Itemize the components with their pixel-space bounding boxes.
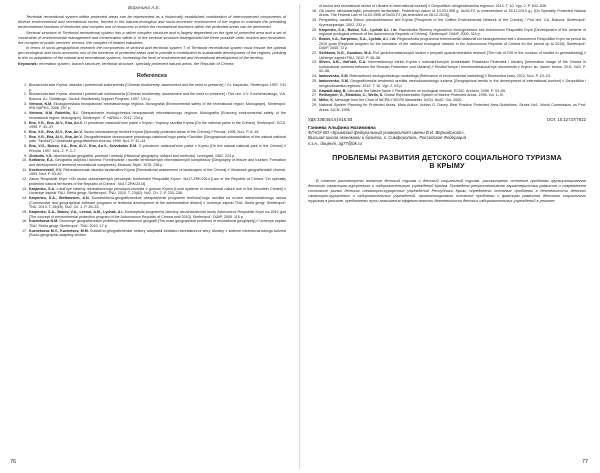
reference-item: [308, 51, 586, 60]
abstract-paragraph-3: In terms of socio-geographical research the components of sectoral and territorial system T of Territorial recreational system must ensure the optimal geo-ecological and socio-economic mix of the functions of protected areas and to provide a contribution to sustainable development of the regions, pointing to the co-adaptation of the natural and recreational systems, increasing the level of environmental and recreational development of the territory.: [18, 45, 286, 61]
keywords-label: Keywords:: [18, 61, 38, 67]
reference-text: [29, 196, 286, 210]
reference-author: Zhekulin, V.S.: [29, 153, 53, 158]
reference-text: [29, 111, 286, 120]
reference-text: [29, 177, 286, 186]
reference-number: 8.: [23, 144, 27, 149]
reference-text: [29, 168, 286, 177]
reference-author: Miller, K.: [319, 98, 334, 103]
reference-item: [18, 135, 286, 144]
right-page: [300, 0, 600, 473]
reference-text: [29, 92, 286, 101]
reference-body: Konstruktivno-geograficheskoe obespechenie programm territorial'nogo razvitiia na urovne administrativnogo raiona (Constructive and geographical software programs of territorial development at the administrative district) // Uchenye zapiski TNU: Seriia geogr. Simferopol': TNU, 2013. T. 26(65). No2. Ch. 2. P. 26–33.: [29, 196, 286, 210]
reference-body: Informatsionnyi intrich Kryma v sotsiokul'turnykh kontekstakh Rossiiskoi Federatsii i Ukrainy [Information image of the Crimea in sociocultural contexts between the Russian Federation and Ukraine] // Etnokul'turnye i mezhkonfessional'nye otnosheniia v Krymu: sb. nauch. trudov. 2011. No3. P. 52–56.: [319, 60, 586, 74]
reference-item: [18, 83, 286, 92]
abstract-ru: В статье рассмотрены понятие детский туризм и детский социальный туризм, рассмотрены основные проблемы функционирования детского санаторно-курортного и оздоровительного учреждений Крыма. Приведена ретроспективная характеристика развития и современное состояние рынка детских санаторно-курортных учреждений Республики Крым, определены основные проблемы в деятельности детских санаторно-курортных и оздоровительных учреждений, проанализированы основные проблемы и факторы развития детского социального туризма в регионе, предложены пути повышения эффективности деятельности детских оздоровительных учреждений в регионе.: [308, 177, 586, 203]
reference-author: Kawalik-abiy, B.: [319, 88, 347, 93]
reference-body: Ob osobo okhraniaemykh prirodnykh territoriiakh. Federal'nyi zakon ot 14.03.1995 g. No33-FZ (s izmeneniiami ot 28.12.2013 g.) [On Specially Protected Natural Areas. The Federal Law of 14.03.1995 of No33-FZ (as amended on 28.12.2013)].: [319, 8, 586, 18]
reference-body: Lokal'nye sistemy rekreatsionnogo prirodopol'zovaniia v gornom Krymu [Local systems of recreational nature use in the Mountain Crimea] // Ucheniye zapiski TNU: Seriia geogr. Simferopol': TNU, 2010. T. 23(62). No2. Ch. 2. P. 233–238.: [29, 186, 286, 196]
reference-item: [18, 111, 286, 120]
reference-item: [18, 210, 286, 219]
reference-number: 21.: [311, 37, 317, 42]
reference-item: [18, 92, 286, 101]
reference-body: Sotsial'no-geograficheskie vektory adaptatsii turistsko-rekreatsionnoi sfery Ukrainy v sisteme mezhdunarodnogo turizma [Socio-geographic adapting vectors: [29, 228, 286, 238]
reference-item: [18, 229, 286, 238]
reference-item: [308, 9, 586, 18]
reference-item: [18, 177, 286, 186]
reference-list-right: [308, 9, 586, 112]
reference-number: 7.: [23, 134, 27, 139]
article-title: [308, 154, 586, 171]
reference-author: Kuznetsova N.M.: [29, 219, 59, 224]
reference-text: [319, 60, 586, 74]
reference-body: Bioraznoobrazie Kryma: otsenka I potrebnosti sokhraneniia [Crimean biodiversity: assessment and the need to preserve] / Yu. Karpenko. Simferopol: 1997. 131 p.: [29, 83, 286, 92]
reference-body: Razrabotka Skhemy regional'noi ekologicheskoi seti Avtonomnoi Respubliki Krym [Development of the scheme of regional ecological network of the Autonomous Republic of Crimea]. Simferopol': DIAIP, 2009. 324 p.: [319, 27, 586, 37]
reference-body: Zakon Respubliki Krym «Ob osobo okhraniaemykh prirodnykh territoriiakh Respubliki Krym». No17-ZRK/2014 [Law of the Republic of Crimea "On specially protected natural territories of the Republic of Crimea". No17-ZRK/2014].: [29, 177, 286, 186]
reference-text: [319, 9, 586, 18]
reference-text: [319, 103, 586, 112]
abstract-paragraph-2: Sectoral structure of Territorial recreational system has a rather complex structure and is largely dependent on the type of protected area and a set of constraints of environmental management and conservation within it. In the sectoral structure distinguished are three possible units: tourism and recreation, the complex of public services' sectors, the complex of related industries.: [18, 29, 286, 45]
reference-body: Ekologicheskaia bezopasnost' rekreatsionnogo regiona: Monografiia [Environmental safety of the recreational region: Monograph]. Simferopol: IRD NAPKS, 2006. 297 p.: [29, 101, 286, 111]
reference-item: [18, 219, 286, 228]
reference-item: [18, 196, 286, 210]
reference-item: [18, 144, 286, 153]
reference-number: 22.: [311, 50, 317, 55]
affiliation-line: ФГАОУ ВО «Крымский федеральный университет имени В.И. Вернадского»,: [308, 130, 465, 136]
reference-text: [29, 144, 286, 153]
reference-number: 29.: [311, 103, 317, 108]
reference-text: [29, 229, 286, 238]
running-head: Воронина А.Е.: [128, 6, 161, 11]
reference-number: 20.: [311, 27, 317, 32]
reference-text: [319, 37, 586, 51]
reference-body: Rol' geoinformatsionnykh sistem v prinyatii upravlencheskikh reshenii [The role of GIS in the conduct of studies in geomarketing] // Uchenye zapiski TNU. 2012. P. 48–56.: [319, 50, 586, 60]
reference-text: [319, 79, 586, 88]
reference-item: [308, 103, 586, 112]
reference-text: [29, 121, 286, 130]
reference-author: Bokov, V.A., Karpenko, S.A., Lychak, A.I. i dr.: [319, 37, 397, 42]
reference-text: [29, 187, 286, 196]
reference-item: [308, 60, 586, 74]
references-heading: References: [136, 73, 168, 80]
reference-body: Osnovnye geograficheskie problemy rekreatsionnoi geografii [The main geographical problems of recreational geography] // Uchenye zapiski TNU: Seriia geogr. Simferopol': TNU, 2010. 17 p.: [29, 219, 286, 228]
affiliation-line: к.э.н., доцент, ag77@bk.ru: [308, 140, 362, 146]
reference-body: Regional'naia programma formirovaniia natsional'noi ekologicheskoi seti v Avtonomnoi Respublike Krym na period do 2015 goda [Regional program for the formation of the national ecological network in the Autonomous Republic of Crimea for the period up to 2015]. Simferopol': DIAIP, 2005. 72 p.: [319, 37, 586, 51]
keywords-text: recreation system, branch structure, territorial structure, specially protected natural areas, the Republic of Crimea: [37, 61, 234, 67]
reference-item: [308, 79, 586, 88]
left-column: [18, 15, 286, 238]
doi: DOI: 10.12737/7922: [547, 117, 586, 123]
reference-body: Geograficheskoe obosnovanie prirodnogo natsional'nogo parka «Tavrida» [Geographical substantiation of the natural national park "Tavrida"] // Ukrainskii geograficheskii zhurnal. 1999. No1. P. 42–44.: [29, 134, 286, 144]
reference-body: Istoricheskaia geografiia: predmet i metody [Historical geography: subject and methods]. Leningrad, 1982. 224 p.: [52, 153, 236, 158]
reference-author: Korzhenevskii, V.V.: [29, 167, 63, 172]
reference-item: [18, 168, 286, 177]
reference-item: [308, 37, 586, 51]
keywords: [18, 62, 286, 67]
reference-author: Ena, V.G., Bokov, V.A., Ena, Al.V., Ena, An.V., Krivokulov E.M.: [29, 144, 138, 149]
reference-item: [18, 187, 286, 196]
reference-number: 10.: [21, 158, 27, 163]
reference-body: Rekreatsionnaia otsenka landshaftov Kryma [Recreational assessment of landscapes of the Crimea] // Ukrainskii geograficheskii zhurnal. 1993. No4. P. 53–57.: [29, 167, 286, 177]
article-title-line: ПРОБЛЕМЫ РАЗВИТИЯ ДЕТСКОГО СОЦИАЛЬНОГО ТУРИЗМА: [332, 152, 562, 162]
reference-text: [319, 18, 586, 27]
reference-text: [29, 135, 286, 144]
reference-item: [308, 18, 586, 27]
right-column: [308, 4, 586, 203]
reference-body: Geograficheskie tendentsii razvitiia mezhdunarodnogo turizma [Geographical trends in the development of international tourism] // Geopolitika i ekogeodinamika regionov. 2010. T. 10. Vyp. 2. 63 p.: [319, 79, 586, 88]
reference-number: 23.: [311, 60, 317, 65]
reference-number: 24.: [311, 74, 317, 79]
reference-number: 19.: [311, 18, 317, 23]
reference-number: 6.: [23, 130, 27, 135]
reference-body: O prirodnom natsional'nom parke v Krymu [On the natural national park in the Crimea] // Priroda. 1997. No1–2. P. 2–7.: [29, 144, 287, 153]
reference-author: Ena, V.G., Ena, Al.V., Ena, An.V.: [29, 134, 83, 139]
reference-number: 12.: [21, 177, 27, 182]
reference-body: Lithuania: the nature frame // Perspectives on ecological network. ECNC. Arnhem, 1996. P. 93–99.: [346, 88, 507, 93]
reference-number: 9.: [23, 153, 27, 158]
reference-number: 1.: [23, 83, 27, 88]
reference-item: [18, 121, 286, 130]
reference-text: [29, 158, 286, 167]
udc-code: УДК 338(484.6):615.83: [308, 117, 353, 123]
reference-author: Karpenko, S.A., Bokov, V.A., Lychak A.I. i dr.: [319, 27, 398, 32]
reference-text: [29, 210, 286, 219]
reference-text: [29, 219, 286, 228]
reference-body: Geografiia otdykha i turizma: Formirovanie i razvitie territorial'nykh rekreatsionnykh kompleksov [Geography of leisure and tourism: Formation and development of territorial recreational complexes]. Moscow: Mysl', 1978. 238 p.: [29, 158, 286, 168]
reference-body: National System Planning for Protected Areas. Main Author: Adrian G. Davey. Best Practice Protected Area Guidelines. Series No1. World Commission on Prot. Areas. IUCN. 1998.: [319, 103, 586, 112]
reference-number: 14.: [21, 196, 27, 201]
reference-text: [319, 51, 586, 60]
reference-author: Svitikova, N.G., Gusakov, M.A.: [319, 50, 372, 55]
reference-body: Osobo okhraniaemye territorii Kryma [Specially protected areas of the Crimea] // Priroda. 1995. No1. P. 6–16.: [82, 130, 260, 135]
reference-item: [18, 158, 286, 167]
page-number-left: 76: [10, 459, 16, 465]
reference-author: Vetrova, N.M.: [29, 101, 53, 106]
reference-body: Global Representative System of Marine Protected Areas. 1995. Vol. 1–IV.: [383, 93, 504, 98]
reference-number: 3.: [23, 101, 27, 106]
reference-author: Karpenko, S.A.: [29, 186, 56, 191]
reference-body: Message from the Chair of WCPA // WCPA Newsletter. IUCN. No82. Oct. 2000.: [333, 98, 463, 103]
reference-number: 5.: [23, 120, 27, 125]
reference-author: Ena, V.G., Ena, Al.V., Ena, An.V.: [29, 120, 83, 125]
reference-number: 15.: [21, 209, 27, 214]
reference-body: Perspektivy razvitiia Edinoi prirodookhrannoi seti Kryma [Prospects of the Unified Environmental Network of the Crimea] / Pod red. V.A. Bokova. Simferopol': Krymuchpedgiz, 2002. 232 p.: [319, 18, 586, 27]
reference-number: 2.: [23, 92, 27, 97]
abstract-en: [18, 15, 286, 67]
reference-item: [308, 28, 586, 37]
reference-continuation: of tourist and recreational sector of Ukraine in international tourism] // Geopolitika i ekogeodinamika regionov. 2014. T. 10. Vyp. 2. P. 632–636.: [319, 4, 547, 8]
reference-author: Vetrova, N.M. Rubetilo, S.I.: [29, 111, 79, 116]
reference-author: Iankovenko, S.M.: [319, 79, 349, 84]
reference-author: Iankovenko, S.M.: [319, 74, 349, 79]
reference-body: Bioraznoobrazie Kryma: otsenka I potrebnosti sokhraneniia [Crimean biodiversity: assessment and the need to preserve] / Fed red. V.V. Korzhenevskogo, V.A. Bokova, A.I. Dulitskogo. Gurzuf: Biodiversity Support Program, 1997. 131 p.: [29, 92, 286, 101]
article-title-line: В КРЫМУ: [429, 161, 465, 171]
article-meta: [308, 117, 586, 122]
reference-body: Obespechenie ekologicheskoi bezopasnosti rekreatsionnogo regiona: Monografiia [Ensuring environmental safety of the recreational region: Monograph]. Simferopol': IT «ARIAL», 2012. 234 p.: [29, 111, 287, 120]
reference-number: 26.: [311, 88, 317, 93]
reference-number: 4.: [23, 111, 27, 116]
affiliation: [308, 130, 586, 146]
reference-author: Karpenko, S.A., Bokov, V.A., Lesnoi, A.M., Lychak, A.I.: [29, 209, 124, 214]
reference-body: O prirodnom natsional'nom parke v Krymu / Voprosy razvitiia Kryma [On the national parks in the Crimea]. Simferopol': SOJI, 1995. P. 42–47.: [29, 120, 286, 130]
reference-text: [29, 83, 286, 92]
reference-number: 13.: [21, 186, 27, 191]
reference-item: [18, 102, 286, 111]
page-number-right: 77: [582, 459, 588, 465]
reference-text: [319, 28, 586, 37]
abstract-paragraph-1: Territorial recreational system within protected areas can be represented as a historically established combination of interconnected components of diverse environmental and recreational sector, formed in the natural-ecological and socio-economic environment of the region to maintain the prevailing environmental functions of territories and complex use of resources in which the recreational functions within the protected areas can be performed.: [18, 14, 286, 29]
reference-author: Sliven, A.B., Voll'skh, D.A.: [319, 60, 367, 65]
reference-body: Relevantnost' ekologicheskogo marketinga [Relevance of environmental marketing] // Ekonomika kraiu. 2012. No4. P. 19–24.: [348, 74, 551, 79]
reference-author: Kotliarov, E.A.: [29, 158, 54, 163]
reference-number: 16.: [21, 219, 27, 224]
reference-number: 17.: [21, 228, 27, 233]
reference-number: 18.: [311, 8, 317, 13]
reference-number: 25.: [311, 79, 317, 84]
reference-author: Reifsnyder, G., Elrabkov, C., Wells, S.: [319, 93, 384, 98]
reference-author: Kuznetsova M.V., Kuznetsov, M.M.: [29, 228, 89, 233]
affiliation-line: Высшая школа экономики и бизнеса, г. Симферополь, Российская Федерация: [308, 135, 466, 141]
reference-list-left: [18, 83, 286, 238]
reference-author: Ena, V.G., Ena, Al.V., Ena, An.V.: [29, 130, 83, 135]
reference-number: 28.: [311, 98, 317, 103]
author-name: Ганиева Альфина Назимовна: [308, 125, 376, 131]
reference-author: Karpenko, S.A., Stefanovich, A.N.: [29, 196, 90, 201]
reference-number: 11.: [22, 167, 27, 172]
reference-body: Kontseptsiia programmy okhrany okruzhaiushchei sredy Avtonomnoi Respubliki Krym na 2010 god [The concept of environmental protection program of the Autonomous Republic of Crimea until 2010]. Simferopol': DIAIP, 2005. 115 p.: [29, 209, 286, 219]
reference-number: 27.: [311, 93, 317, 98]
reference-text: [29, 102, 286, 111]
